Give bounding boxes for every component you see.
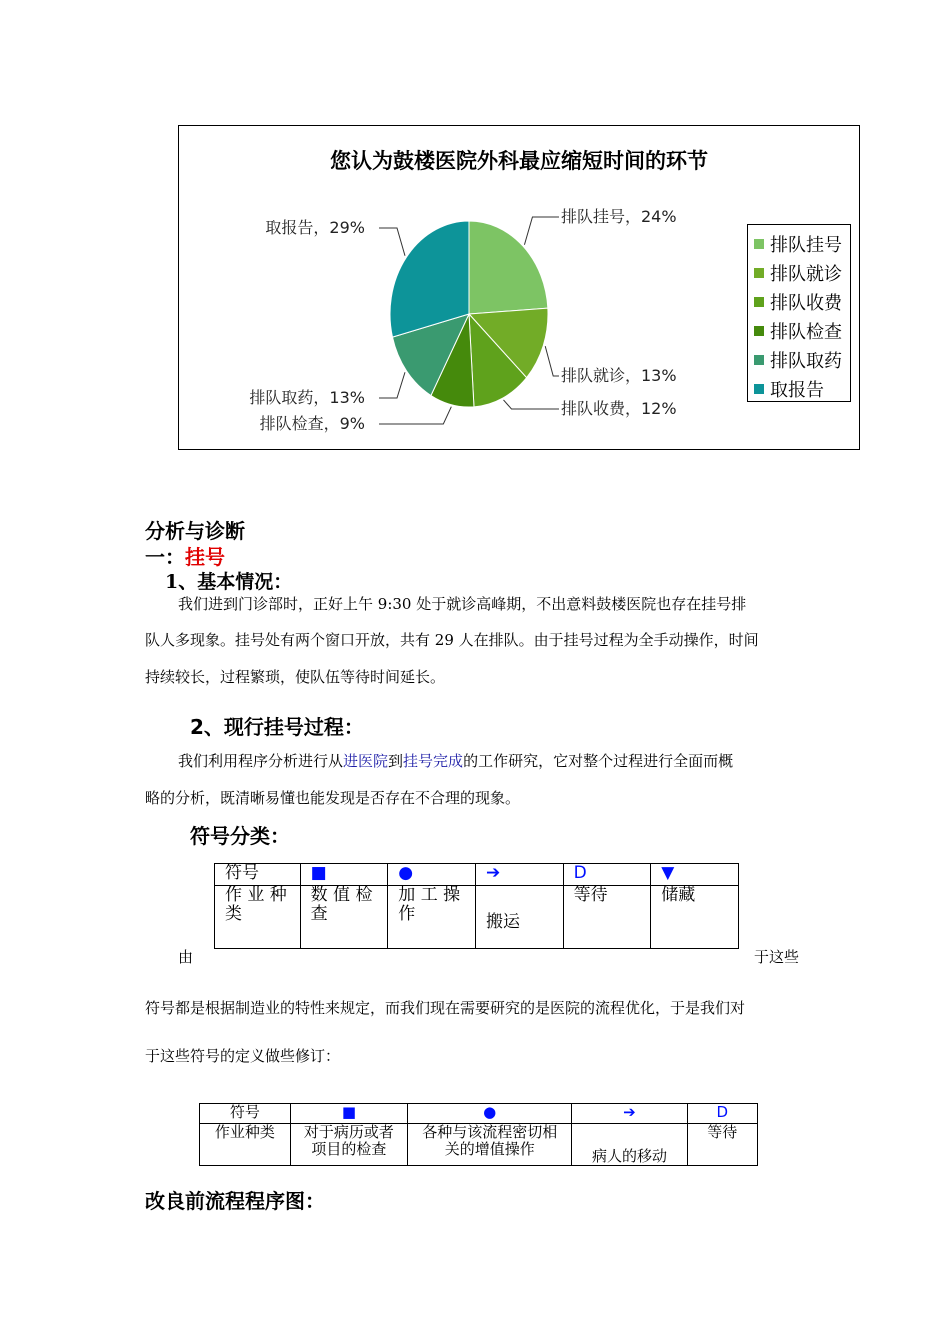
pie-data-label: 取报告，29%	[265, 218, 365, 237]
table-cell: 各种与该流程密切相关的增值操作	[408, 1124, 572, 1166]
arrow-right-icon: ➔	[572, 1104, 687, 1124]
section-subtitle	[145, 541, 225, 570]
label-leader-line	[545, 346, 559, 376]
part1-line: 队人多现象。挂号处有两个窗口开放，共有 29 人在排队。由于挂号过程为全手动操作，时间	[145, 631, 759, 649]
table-cell: 作业种类	[200, 1124, 291, 1166]
chart-legend	[747, 224, 851, 402]
legend-swatch	[754, 384, 764, 394]
subtitle-highlight: 挂号	[185, 545, 225, 569]
side-text-right: 于这些	[754, 948, 800, 966]
label-leader-line	[379, 228, 405, 256]
legend-item	[754, 345, 850, 374]
legend-swatch	[754, 355, 764, 365]
legend-label: 取报告	[770, 379, 824, 401]
triangle-down-icon: ▼	[651, 864, 739, 886]
label-leader-line	[379, 372, 405, 398]
part2-line: 略的分析，既清晰易懂也能发现是否存在不合理的现象。	[145, 789, 521, 807]
subtitle-prefix: 一：	[145, 545, 185, 569]
table-cell: 病人的移动	[572, 1124, 687, 1166]
section-title: 分析与诊断	[145, 519, 245, 543]
part2-text: 的工作研究，它对整个过程进行全面而概	[463, 752, 734, 770]
pie-slice	[469, 221, 548, 314]
legend-label: 排队挂号	[770, 234, 842, 256]
part1-line: 持续较长，过程繁琐，使队伍等待时间延长。	[145, 668, 446, 686]
table-header-row	[200, 1104, 758, 1124]
chart-title: 您认为鼓楼医院外科最应缩短时间的环节	[330, 149, 708, 173]
circle-icon: ●	[408, 1104, 572, 1124]
table-cell: 等待	[563, 886, 651, 949]
pie-chart	[178, 125, 860, 450]
table-cell: 符号	[215, 864, 301, 886]
symbols-heading: 符号分类：	[190, 824, 290, 848]
table-cell: 加 工 操 作	[388, 886, 476, 949]
table-row	[215, 886, 739, 949]
pie-data-label: 排队检查，9%	[259, 414, 365, 433]
label-leader-line	[503, 400, 559, 409]
part1-heading: 1、基本情况：	[165, 571, 293, 593]
square-icon: ■	[290, 1104, 407, 1124]
label-leader-line	[524, 217, 559, 245]
table-cell: 对于病历或者项目的检查	[290, 1124, 407, 1166]
table-cell: 数 值 检 查	[300, 886, 388, 949]
footer-heading: 改良前流程程序图：	[145, 1189, 325, 1213]
legend-swatch	[754, 326, 764, 336]
symbols-para-line: 于这些符号的定义做些修订：	[145, 1047, 341, 1065]
side-text-left: 由	[178, 948, 194, 966]
legend-swatch	[754, 297, 764, 307]
legend-label: 排队取药	[770, 350, 842, 372]
pie-data-label: 排队收费，12%	[561, 399, 677, 418]
table-cell: 符号	[200, 1104, 291, 1124]
arrow-right-icon: ➔	[475, 864, 563, 886]
part2-text: 到	[388, 752, 404, 770]
symbols-para-line: 符号都是根据制造业的特性来规定，而我们现在需要研究的是医院的流程优化，于是我们对	[145, 999, 746, 1017]
symbol-table-revised	[199, 1103, 758, 1166]
d-symbol-icon: D	[687, 1104, 757, 1124]
pie-data-label: 排队挂号，24%	[561, 207, 677, 226]
legend-label: 排队收费	[770, 292, 842, 314]
table-row	[200, 1124, 758, 1166]
table-header-row	[215, 864, 739, 886]
legend-swatch	[754, 239, 764, 249]
legend-label: 排队就诊	[770, 263, 842, 285]
legend-label: 排队检查	[770, 321, 842, 343]
table-cell: 等待	[687, 1124, 757, 1166]
part1-line: 我们进到门诊部时，正好上午 9:30 处于就诊高峰期，不出意料鼓楼医院也存在挂号排	[178, 595, 747, 613]
square-icon: ■	[300, 864, 388, 886]
pie-data-label: 排队取药，13%	[249, 388, 365, 407]
label-leader-line	[379, 407, 451, 424]
pie-data-label: 排队就诊，13%	[561, 366, 677, 385]
legend-item	[754, 229, 850, 258]
part2-heading: 2、现行挂号过程：	[190, 715, 364, 739]
legend-item	[754, 374, 850, 403]
part2-line	[178, 743, 733, 780]
process-link-end[interactable]: 挂号完成	[403, 752, 464, 770]
symbol-table-original	[214, 863, 739, 949]
legend-swatch	[754, 268, 764, 278]
table-cell: 储藏	[651, 886, 739, 949]
table-cell: 搬运	[475, 886, 563, 949]
table-cell: 作 业 种 类	[215, 886, 301, 949]
circle-icon: ●	[388, 864, 476, 886]
part2-text: 我们利用程序分析进行从	[178, 752, 344, 770]
legend-item	[754, 316, 850, 345]
legend-item	[754, 258, 850, 287]
process-link-start[interactable]: 进医院	[343, 752, 389, 770]
d-symbol-icon: D	[563, 864, 651, 886]
legend-item	[754, 287, 850, 316]
